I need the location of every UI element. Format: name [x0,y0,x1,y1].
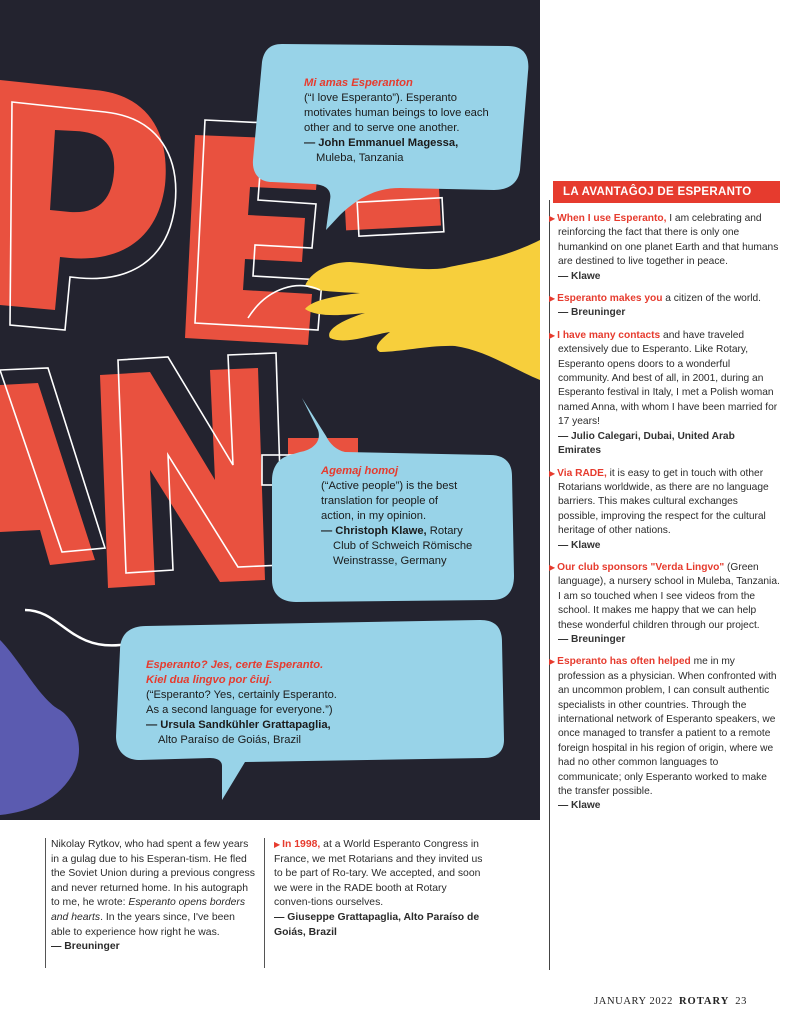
column-1-signature: — Breuninger [51,941,120,953]
sidebar-item-text: me in my profession as a physician. When confronted with an uncommon problem, I can consult authentic specialists in other countries. Through the international network of Esperanto speakers, we once managed to transfer a patient to a remote foreign hospital in his region of origin, where we had no other common languages to communicate; only Esperanto worked to make the transfer possible. [558,656,777,798]
column-2-signature: — Giuseppe Grattapaglia, Alto Paraíso de Goiás, Brazil [274,911,480,938]
letter-n-shape [100,353,283,588]
bubble-2-line: action, in my opinion. [321,510,427,522]
sidebar-rule [549,200,550,970]
sidebar-item-lead: Esperanto has often helped [557,656,691,668]
bubble-3-line: (“Esperanto? Yes, certainly Esperanto. [146,689,337,701]
column-2 [274,838,486,940]
column-1-text: Nikolay Rytkov, who had spent a few years in a gulag due to his Esperan-tism. He fled the Soviet Union during a previous congress and never returned home. In his autograph to me, he wrote: [51,839,255,909]
bubble-2-line: translation for people of [321,495,438,507]
sidebar-item-signature: — Klawe [558,270,601,282]
column-1-emphasis: Esperanto opens borders and hearts [51,897,246,923]
sidebar-item [549,212,780,284]
bullet-triangle-icon: ▶ [549,468,556,478]
column-1 [51,838,256,955]
sidebar-item-lead: Via RADE, [557,467,607,479]
folio-date: JANUARY 2022 [594,996,673,1007]
sidebar-heading: LA AVANTAĜOJ DE ESPERANTO [553,181,780,203]
column-2-text: at a World Esperanto Congress in France, we met Rotarians and they invited us to be part of Ro-tary. We accepted, and soon we were in the RADE booth at Rotary conven-tions ourselves. [274,839,483,909]
bubble-2-line: (“Active people”) is the best [321,480,458,492]
bubble-2-quote: Agemaj homoj [321,465,399,477]
bubble-3-text [146,658,476,748]
sidebar-item-lead: When I use Esperanto, [557,213,667,224]
bubble-1-line: (“I love Esperanto”). Esperanto [304,92,457,104]
bullet-triangle-icon: ▶ [274,840,281,849]
sidebar-item-signature: — Klawe [558,539,601,551]
sidebar-item-text: a citizen of the world. [662,293,761,305]
bullet-triangle-icon: ▶ [549,657,556,667]
sidebar-list [549,212,780,822]
bubble-2-place: Club of Schweich Römische [333,540,473,552]
hand-illustration [305,240,540,380]
page-folio [594,996,747,1007]
sidebar-item-text: (Green language), a nursery school in Muleba, Tanzania. I am so touched when I see videos from the school. It makes me happy that we can help these wonderful children through our project. [558,561,780,631]
sidebar-item [549,655,780,813]
column-2-lead: In 1998, [282,839,321,850]
sidebar-item-text: it is easy to get in touch with other Rotarians worldwide, as there are no language barriers. This makes cultural exchanges possible, improving the respect for the cultural heritage of other nations. [558,467,769,537]
bubble-1-place: Muleba, Tanzania [316,152,404,164]
column-1-text-end: . In the years since, I've been able to experience how right he was. [51,911,235,938]
sidebar-item-signature: — Breuninger [558,307,626,319]
bullet-triangle-icon: ▶ [549,294,556,304]
sidebar-item [549,467,780,553]
bubble-1-quote: Mi amas Esperanton [304,77,413,89]
column-rule [264,838,265,968]
bubble-1-author: — John Emmanuel Magessa, [304,137,459,149]
sidebar-item-signature: — Julio Calegari, Dubai, United Arab Emirates [558,430,735,457]
bubble-1-line: other and to serve one another. [304,122,460,134]
column-rule [45,838,46,968]
sidebar-item-lead: Our club sponsors "Verda Lingvo" [557,561,725,573]
sidebar-item-text: and have traveled extensively due to Esperanto. Like Rotary, Esperanto opens doors to a wonderful community. And best of all, in 2001, during an Esperanto festival in Italy, I met a Polish woman named Anna, with whom I have been married for 17 years! [558,329,778,428]
sidebar-item-lead: Esperanto makes you [557,293,663,305]
bubble-3-quote: Esperanto? Jes, certe Esperanto. [146,659,324,671]
sidebar-item [549,292,780,321]
bubble-1-line: motivates human beings to love each [304,107,489,119]
folio-magazine: ROTARY [678,996,730,1007]
bullet-triangle-icon: ▶ [549,562,556,572]
sidebar-item [549,561,780,647]
folio-page-number: 23 [735,996,747,1007]
bullet-triangle-icon: ▶ [549,214,556,223]
sidebar-item-lead: I have many contacts [557,329,661,341]
letter-p-shape [0,80,176,330]
bubble-2-author-rest: Rotary [426,525,463,537]
sidebar-item-text: I am celebrating and reinforcing the fact that there is only one humankind on one planet Earth and that humans are destined to live together in peace. [558,213,779,268]
sidebar-item-signature: — Breuninger [558,633,626,645]
bubble-3-quote: Kiel dua lingvo por ĉiuj. [146,674,273,686]
bubble-3-line: As a second language for everyone.”) [146,704,333,716]
bubble-2-text [321,464,511,569]
bubble-1-text [304,76,519,166]
bubble-3-author: — Ursula Sandkühler Grattapaglia, [146,719,331,731]
sidebar-item [549,329,780,459]
bullet-triangle-icon: ▶ [549,330,556,340]
bubble-3-place: Alto Paraíso de Goiás, Brazil [158,734,302,746]
sidebar-item-signature: — Klawe [558,800,601,812]
bubble-2-place: Weinstrasse, Germany [333,555,447,567]
bubble-2-author: — Christoph Klawe, [321,525,427,537]
